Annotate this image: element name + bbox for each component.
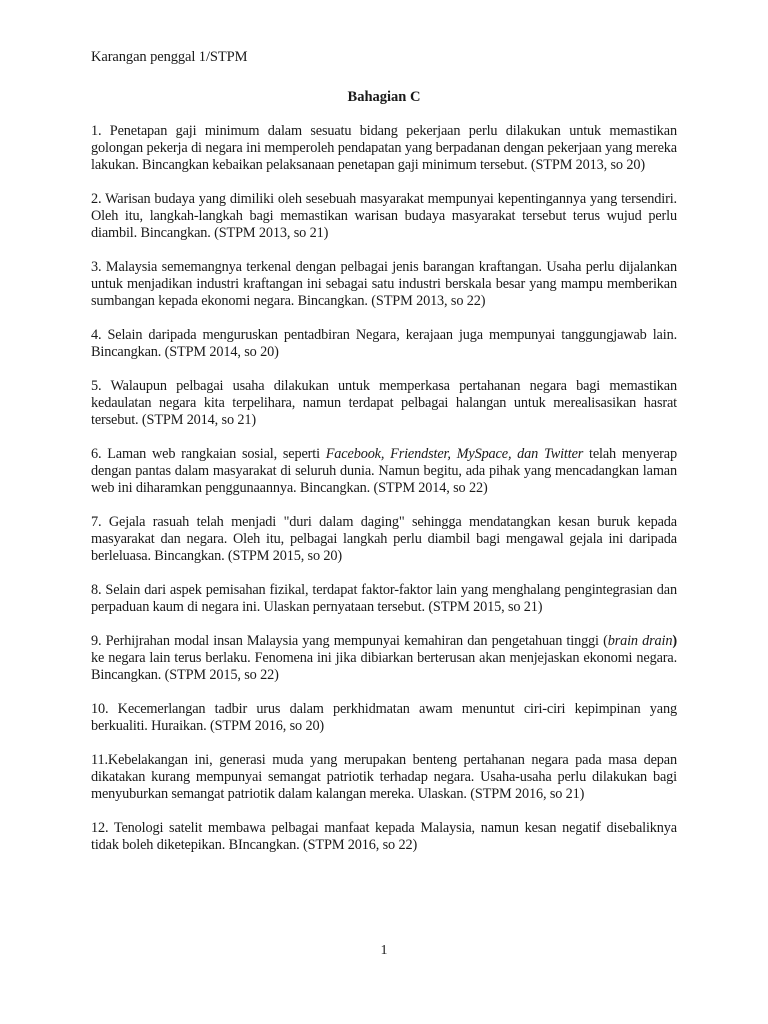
question-item [91, 633, 677, 684]
question-item [91, 259, 677, 310]
question-text: 5. Walaupun pelbagai usaha dilakukan untuk memperkasa pertahanan negara bagi memastikan kedaulatan negara kita terpelihara, namun terdapat pelbagai halangan untuk merealisasikan hasrat tersebut. (STPM 2014, so 21) [91, 378, 677, 428]
question-text: 2. Warisan budaya yang dimiliki oleh sesebuah masyarakat mempunyai kepentingannya yang tersendiri. Oleh itu, langkah-langkah bagi memastikan warisan budaya masyarakat tersebut terus wujud perlu diambil. Bincangkan. (STPM 2013, so 21) [91, 191, 677, 241]
question-bold-text: ) [672, 633, 677, 649]
question-text: 9. Perhijrahan modal insan Malaysia yang mempunyai kemahiran dan pengetahuan tinggi ( [91, 633, 608, 649]
question-text: 7. Gejala rasuah telah menjadi "duri dalam daging" sehingga mendatangkan kesan buruk kepada masyarakat dan negara. Oleh itu, pelbagai langkah perlu diambil bagi mengawal gejala ini daripada berleluasa. Bincangkan. (STPM 2015, so 20) [91, 514, 677, 564]
question-italic-text: brain drain [607, 633, 673, 649]
section-title: Bahagian C [347, 89, 421, 105]
question-item [91, 582, 677, 616]
question-item [91, 123, 677, 174]
question-item [91, 514, 677, 565]
question-item [91, 191, 677, 242]
question-text: ke negara lain terus berlaku. Fenomena ini jika dibiarkan berterusan akan menjejaskan ekonomi negara. Bincangkan. (STPM 2015, so 22) [91, 650, 677, 683]
question-italic-text: Facebook, Friendster, MySpace, dan Twitter [325, 446, 584, 462]
question-text: 1. Penetapan gaji minimum dalam sesuatu bidang pekerjaan perlu dilakukan untuk memastikan golongan pekerja di negara ini memperoleh pendapatan yang berpadanan dengan pekerjaan yang mereka lakukan. Bincangkan kebaikan pelaksanaan penetapan gaji minimum tersebut. (STPM 2013, so 20) [91, 123, 677, 173]
question-item [91, 820, 677, 854]
question-item [91, 446, 677, 497]
question-text: 8. Selain dari aspek pemisahan fizikal, terdapat faktor-faktor lain yang menghalang pengintegrasian dan perpaduan kaum di negara ini. Ulaskan pernyataan tersebut. (STPM 2015, so 21) [91, 582, 677, 615]
question-text: 3. Malaysia sememangnya terkenal dengan pelbagai jenis barangan kraftangan. Usaha perlu dijalankan untuk menjadikan industri kraftangan ini sebagai satu industri berskala besar yang mampu memberikan sumbangan kepada ekonomi negara. Bincangkan. (STPM 2013, so 22) [91, 259, 677, 309]
question-item [91, 752, 677, 803]
question-item [91, 327, 677, 361]
question-item [91, 378, 677, 429]
question-text: telah menyerap dengan pantas dalam masyarakat di seluruh dunia. Namun begitu, ada pihak yang mencadangkan laman web ini diharamkan penggunaannya. Bincangkan. (STPM 2014, so 22) [91, 446, 677, 496]
question-item [91, 701, 677, 735]
question-text: 6. Laman web rangkaian sosial, seperti [91, 446, 326, 462]
page-number: 1 [380, 943, 388, 958]
document-header: Karangan penggal 1/STPM [91, 49, 248, 65]
question-text: 12. Tenologi satelit membawa pelbagai manfaat kepada Malaysia, namun kesan negatif disebaliknya tidak boleh diketepikan. BIncangkan. (STPM 2016, so 22) [91, 820, 677, 853]
question-list [91, 123, 677, 871]
question-text: 4. Selain daripada menguruskan pentadbiran Negara, kerajaan juga mempunyai tanggungjawab lain. Bincangkan. (STPM 2014, so 20) [91, 327, 677, 360]
question-text: 11.Kebelakangan ini, generasi muda yang merupakan benteng pertahanan negara pada masa depan dikatakan kurang mempunyai semangat patriotik terhadap negara. Usaha-usaha perlu dilakukan bagi menyuburkan semangat patriotik dalam kalangan mereka. Ulaskan. (STPM 2016, so 21) [91, 752, 677, 802]
question-text: 10. Kecemerlangan tadbir urus dalam perkhidmatan awam menuntut ciri-ciri kepimpinan yang berkualiti. Huraikan. (STPM 2016, so 20) [91, 701, 677, 734]
